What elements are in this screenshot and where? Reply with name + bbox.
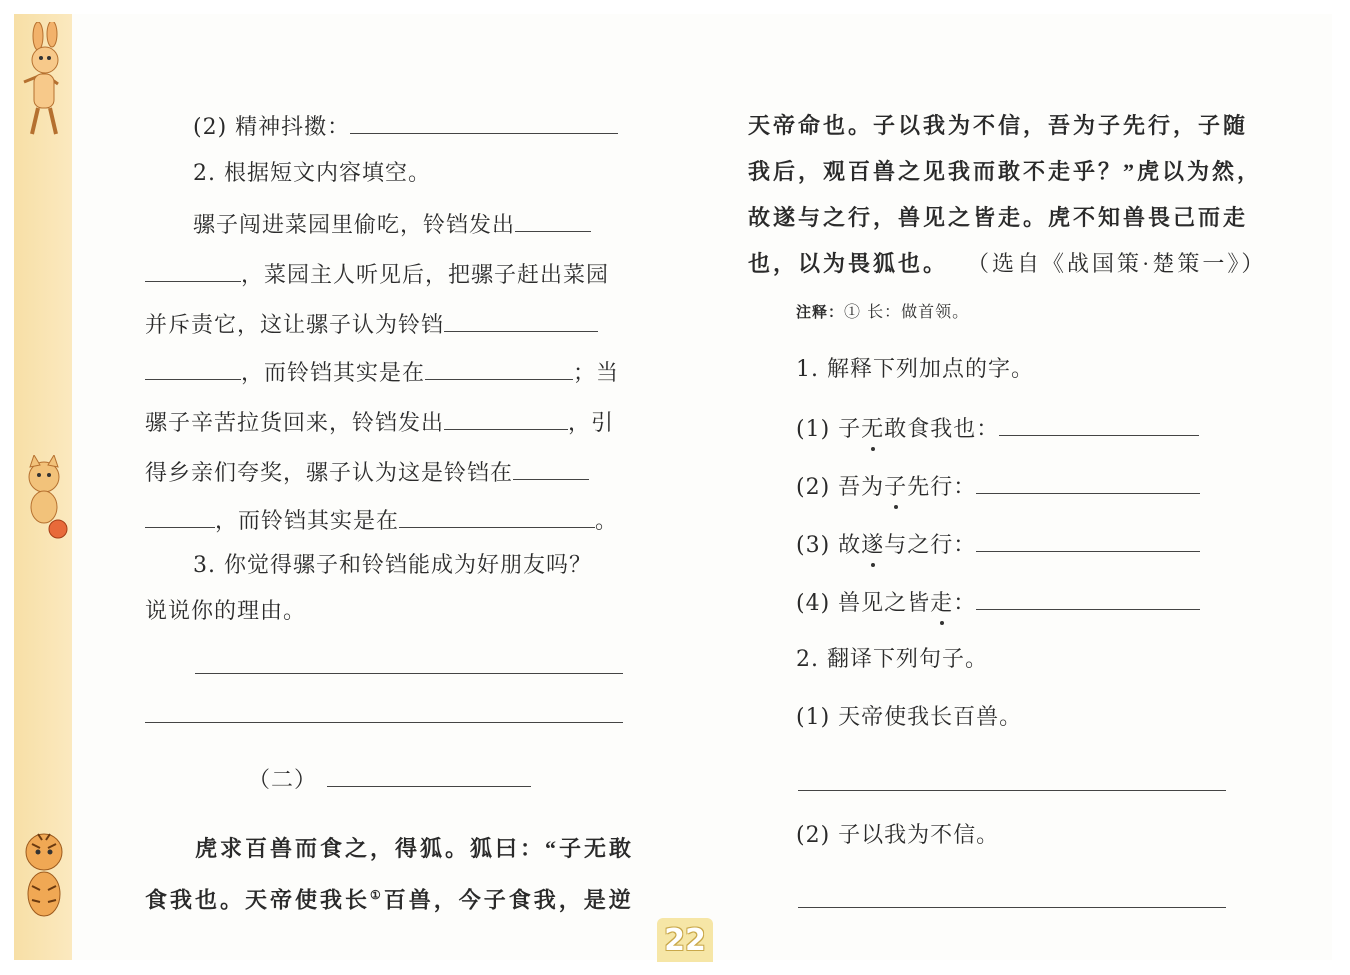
fill-text: ；当 bbox=[573, 361, 620, 386]
translate-item-1: (1) 天帝使我长百兽。 bbox=[796, 705, 1023, 730]
answer-blank[interactable] bbox=[515, 209, 591, 232]
answer-blank[interactable] bbox=[444, 407, 568, 430]
answer-blank[interactable] bbox=[976, 587, 1200, 610]
answer-blank[interactable] bbox=[145, 357, 241, 380]
classical-text: 也，以为畏狐也。 bbox=[748, 251, 949, 276]
classical-text-line-2 bbox=[145, 880, 634, 915]
section-2-title bbox=[248, 764, 531, 796]
answer-blank[interactable] bbox=[145, 505, 215, 528]
answer-blank[interactable] bbox=[999, 413, 1199, 436]
dotted-char: 走 bbox=[930, 589, 953, 619]
title-blank[interactable] bbox=[327, 764, 531, 787]
item-2-label: (2) 精神抖擞： bbox=[193, 115, 351, 140]
item-text: ： bbox=[953, 591, 977, 616]
classical-text: 食我也。天帝使我长 bbox=[145, 887, 371, 913]
fill-line-1 bbox=[193, 209, 591, 241]
fill-text: 骡子辛苦拉货回来，铃铛发出 bbox=[145, 411, 445, 436]
fill-line-2 bbox=[145, 259, 609, 291]
answer-blank[interactable] bbox=[444, 309, 598, 332]
note-text: ① 长：做首领。 bbox=[844, 302, 970, 321]
fill-text: 得乡亲们夸奖，骡子认为这是铃铛在 bbox=[145, 461, 514, 486]
fill-text: ，菜园主人听见后，把骡子赶出菜园 bbox=[241, 263, 610, 288]
item-text: (4) 兽见之皆 bbox=[796, 591, 931, 616]
fill-line-6 bbox=[145, 457, 589, 489]
answer-line[interactable] bbox=[798, 790, 1226, 791]
classical-text: 百兽，今子食我，是逆 bbox=[383, 887, 634, 913]
classical-text-line-5: 故遂与之行，兽见之皆走。虎不知兽畏己而走 bbox=[748, 205, 1249, 230]
item-text: (2) 吾为 bbox=[796, 475, 885, 500]
answer-line[interactable] bbox=[145, 722, 623, 723]
answer-blank[interactable] bbox=[145, 259, 241, 282]
question-r1: 1. 解释下列加点的字。 bbox=[796, 357, 1034, 382]
fill-line-5 bbox=[145, 407, 614, 439]
classical-text-line-3: 天帝命也。子以我为不信，吾为子先行，子随 bbox=[748, 113, 1249, 138]
fill-line-7 bbox=[145, 505, 618, 537]
fill-text: 并斥责它，这让骡子认为铃铛 bbox=[145, 313, 445, 338]
answer-blank[interactable] bbox=[350, 111, 618, 134]
answer-blank[interactable] bbox=[399, 505, 595, 528]
fill-text: 骡子闯进菜园里偷吃，铃铛发出 bbox=[193, 213, 516, 238]
fill-text: ，而铃铛其实是在 bbox=[241, 361, 426, 386]
answer-line[interactable] bbox=[798, 907, 1226, 908]
answer-blank[interactable] bbox=[425, 357, 573, 380]
item-text: (1) 子 bbox=[796, 417, 862, 442]
explain-item-3 bbox=[796, 529, 1200, 561]
note-label: 注释： bbox=[796, 303, 845, 321]
question-r2: 2. 翻译下列句子。 bbox=[796, 647, 988, 672]
tiger-cartoon-icon bbox=[18, 822, 70, 932]
item-text: 先行： bbox=[907, 475, 977, 500]
fill-line-4 bbox=[145, 357, 619, 389]
dotted-char: 无 bbox=[861, 415, 884, 445]
answer-line[interactable] bbox=[195, 673, 623, 674]
classical-text-line-1: 虎求百兽而食之，得狐。狐曰：“子无敢 bbox=[195, 836, 635, 861]
classical-text-line-4: 我后，观百兽之见我而敢不走乎？”虎以为然， bbox=[748, 159, 1263, 184]
item-text: 与之行： bbox=[884, 533, 977, 558]
fill-text: ，引 bbox=[568, 411, 615, 436]
classical-text-line-6 bbox=[748, 249, 1266, 279]
item-text: 敢食我也： bbox=[884, 417, 1000, 442]
answer-blank[interactable] bbox=[513, 457, 589, 480]
item-2 bbox=[193, 111, 618, 143]
explain-item-1 bbox=[796, 413, 1199, 445]
page-number: 22 bbox=[657, 918, 713, 962]
explain-item-2 bbox=[796, 471, 1200, 503]
annotation-note bbox=[796, 300, 969, 324]
cat-cartoon-icon bbox=[18, 455, 70, 545]
dotted-char: 子 bbox=[884, 473, 907, 503]
section-label: （二） bbox=[248, 768, 318, 793]
fill-text: ，而铃铛其实是在 bbox=[215, 509, 400, 534]
question-3: 3. 你觉得骡子和铃铛能成为好朋友吗？ bbox=[193, 553, 592, 578]
footnote-marker: ① bbox=[370, 888, 384, 902]
fill-text: 。 bbox=[595, 509, 619, 534]
source-citation: （选自《战国策·楚策一》） bbox=[978, 251, 1267, 276]
answer-blank[interactable] bbox=[976, 471, 1200, 494]
answer-blank[interactable] bbox=[976, 529, 1200, 552]
fill-line-3 bbox=[145, 309, 598, 341]
dotted-char: 遂 bbox=[861, 531, 884, 561]
translate-item-2: (2) 子以我为不信。 bbox=[796, 823, 1000, 848]
question-2: 2. 根据短文内容填空。 bbox=[193, 161, 431, 186]
question-3-cont: 说说你的理由。 bbox=[145, 599, 307, 624]
item-text: (3) 故 bbox=[796, 533, 862, 558]
explain-item-4 bbox=[796, 587, 1200, 619]
rabbit-cartoon-icon bbox=[18, 22, 70, 142]
